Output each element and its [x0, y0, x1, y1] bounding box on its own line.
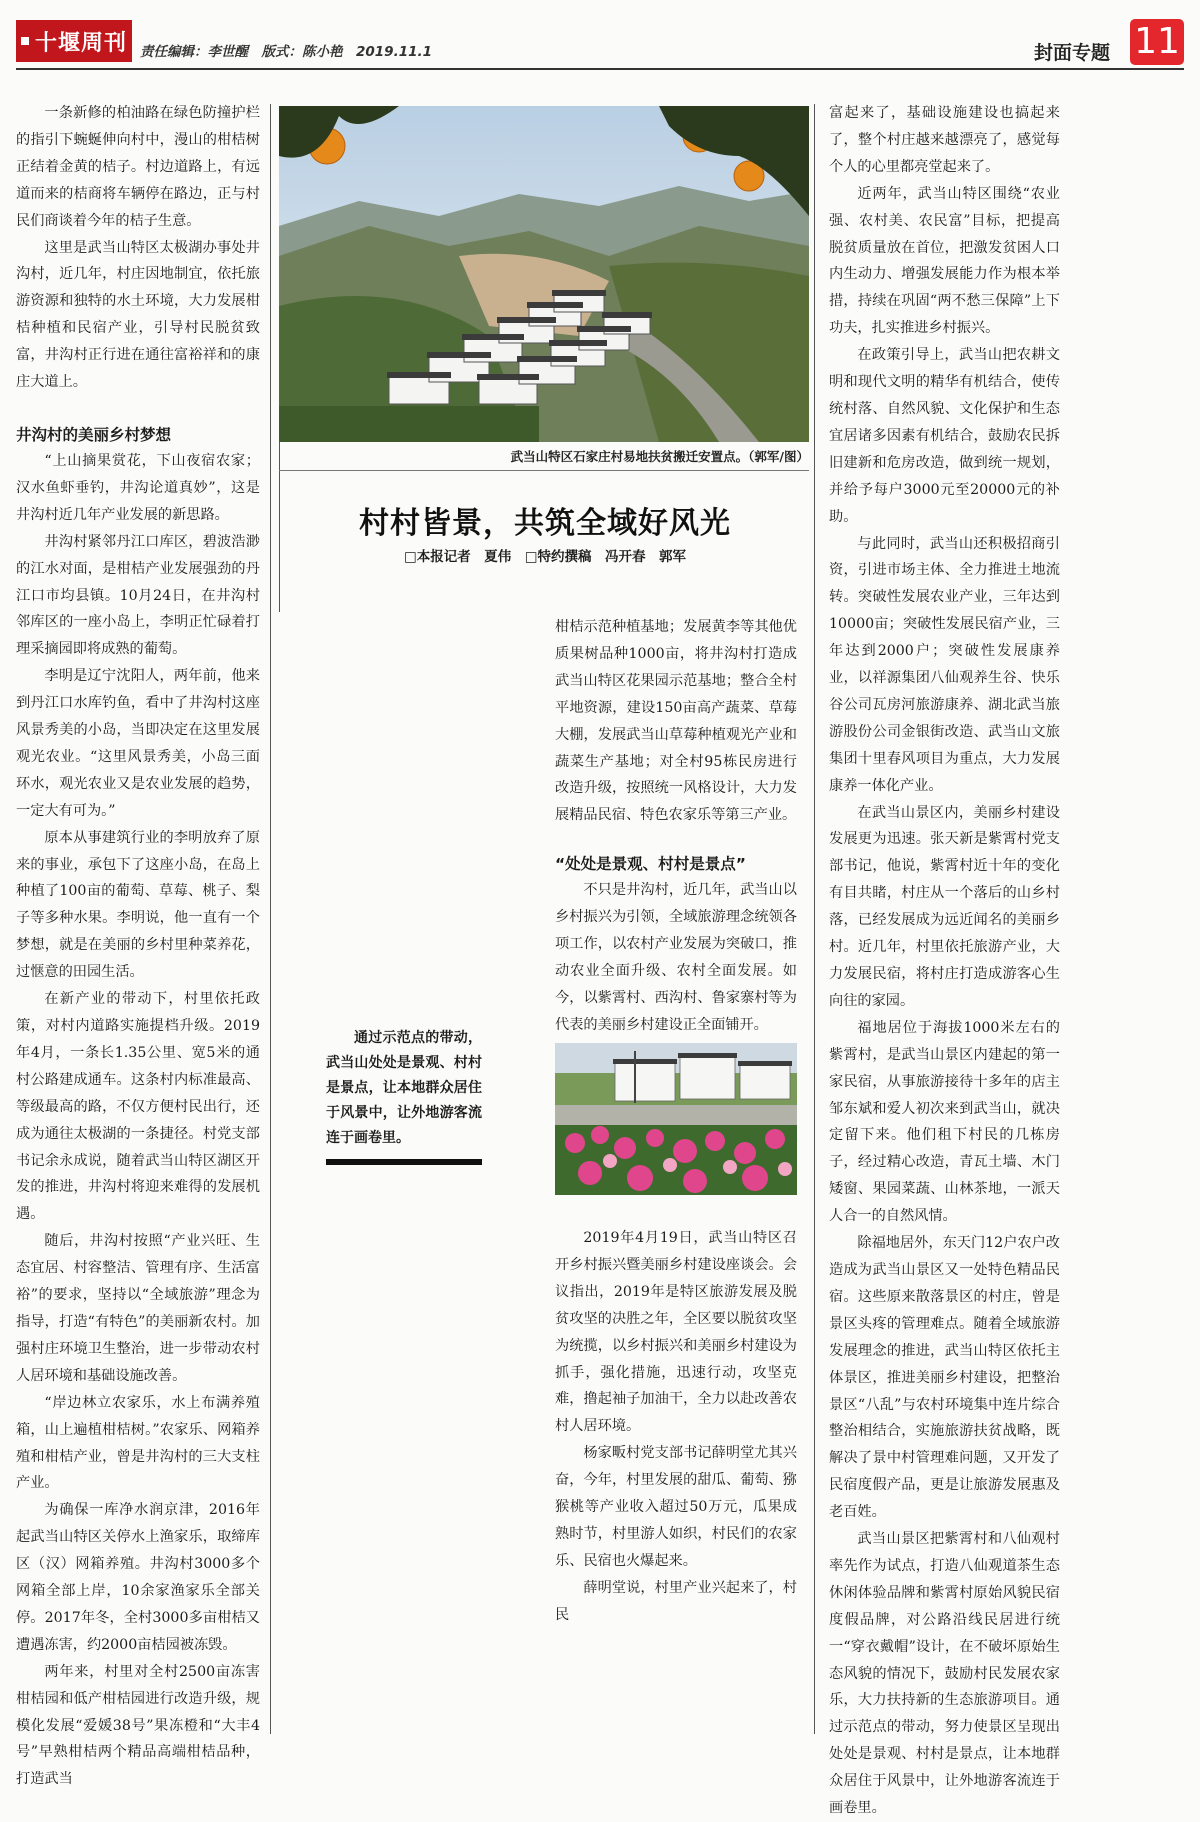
subhead: “处处是景观、村村是景点”	[555, 855, 746, 874]
paragraph: 原本从事建筑行业的李明放弃了原来的事业，承包下了这座小岛，在岛上种植了100亩的葡萄、草莓、桃子、梨子等多种水果。李明说，他一直有一个梦想，就是在美丽的乡村里种菜养花，过惬意的田园生活。	[16, 829, 260, 981]
paragraph: 在政策引导上，武当山把农耕文明和现代文明的精华有机结合，使传统村落、自然风貌、文化保护和生态宜居诸多因素有机结合，鼓励农民拆旧建新和危房改造，做到统一规划，并给予每户3000元至20000元的补助。	[829, 347, 1060, 525]
paragraph: 与此同时，武当山还积极招商引资，引进市场主体、全力推进土地流转。突破性发展农业产业，三年达到10000亩；突破性发展民宿产业，三年达到2000户；突破性发展康养业，以祥源集团八仙观养生谷、快乐谷公司瓦房河旅游康养、湖北武当旅游股份公司金银街改造、武当山文旅集团十里春风项目为重点，大力发展康养一体化产业。	[829, 535, 1060, 794]
pull-quote-text: 通过示范点的带动，武当山处处是景观、村村是景点，让本地群众居住于风景中，让外地游客流连于画卷里。	[326, 1030, 482, 1146]
column-2-bottom	[555, 1225, 797, 1629]
header-rule	[16, 68, 1184, 70]
paragraph: 杨家畈村党支部书记薛明堂尤其兴奋，今年，村里发展的甜瓜、葡萄、猕猴桃等产业收入超过50万元，瓜果成熟时节，村里游人如织，村民们的农家乐、民宿也火爆起来。	[555, 1445, 797, 1569]
logo-square-icon	[21, 37, 29, 45]
paragraph: 柑桔示范种植基地；发展黄李等其他优质果树品种1000亩，将井沟村打造成武当山特区花果园示范基地；整合全村平地资源，建设150亩高产蔬菜、草莓大棚，发展武当山草莓种植观光产业和蔬菜生产基地；对全村95栋民房进行改造升级，按照统一风格设计，大力发展精品民宿、特色农家乐等第三产业。	[555, 619, 797, 824]
section-title: 封面专题	[1033, 42, 1110, 64]
paragraph: 为确保一库净水润京津，2016年起武当山特区关停水上渔家乐，取缔库区（汉）网箱养殖。井沟村3000多个网箱全部上岸，10余家渔家乐全部关停。2017年冬，全村3000多亩柑桔又遭遇冻害，约2000亩桔园被冻毁。	[16, 1502, 260, 1653]
paragraph: 随后，井沟村按照“产业兴旺、生态宜居、村容整洁、管理有序、生活富裕”的要求，坚持以“全域旅游”理念为指导，打造“有特色”的美丽新农村。加强村庄环境卫生整治，进一步带动农村人居环境和基础设施改善。	[16, 1233, 260, 1384]
paragraph: 在新产业的带动下，村里依托政策，对村内道路实施提档升级。2019年4月，一条长1.35公里、宽5米的通村公路建成通车。这条村内标准最高、等级最高的路，不仅方便村民出行，还成为通往太极湖的一条捷径。村党支部书记余永成说，随着武当山特区湖区开发的推进，井沟村将迎来难得的发展机遇。	[16, 991, 260, 1223]
column-divider	[814, 104, 815, 1734]
photo-caption: 武当山特区石家庄村易地扶贫搬迁安置点。（郭军/图）	[510, 449, 809, 464]
paragraph: “上山摘果赏花，下山夜宿农家；汉水鱼虾垂钓，井沟论道真妙”，这是井沟村近几年产业发展的新思路。	[16, 452, 260, 523]
pull-quote	[326, 1026, 482, 1165]
paragraph: 除福地居外，东天门12户农户改造成为武当山景区又一处特色精品民宿。这些原来散落景区的村庄，曾是景区头疼的管理难点。随着全域旅游发展理念的推进，武当山特区依托主体景区，推进美丽乡村建设，把整治景区“八乱”与农村环境集中连片综合整治相结合，实施旅游扶贫战略，既解决了景中村管理难问题，又开发了民宿度假产品，更是让旅游发展惠及老百姓。	[829, 1235, 1060, 1521]
paragraph: 武当山景区把紫霄村和八仙观村率先作为试点，打造八仙观道茶生态休闲体验品牌和紫霄村原始风貌民宿度假品牌，对公路沿线民居进行统一“穿衣戴帽”设计，在不破坏原始生态风貌的情况下，鼓励村民发展农家乐，大力扶持新的生态旅游项目。通过示范点的带动，努力使景区呈现出处处是景观、村村是景点，让本地群众居住于风景中，让外地游客流连于画卷里。	[829, 1531, 1060, 1817]
paragraph: 福地居位于海拔1000米左右的紫霄村，是武当山景区内建起的第一家民宿，从事旅游接待十多年的店主邹东斌和爱人初次来到武当山，就决定留下来。他们租下村民的几栋房子，经过精心改造，青瓦土墙、木门矮窗、果园菜蔬、山林茶地，一派天人合一的自然风情。	[829, 1019, 1060, 1225]
flower-photo	[555, 1043, 797, 1195]
paragraph: 井沟村紧邻丹江口库区，碧波浩渺的江水对面，是柑桔产业发展强劲的丹江口市均县镇。10月24日，在井沟村邻库区的一座小岛上，李明正忙碌着打理采摘园即将成熟的葡萄。	[16, 533, 260, 658]
column-3	[829, 100, 1060, 1822]
column-divider	[279, 442, 280, 612]
paragraph: 薛明堂说，村里产业兴起来了，村民	[555, 1579, 797, 1623]
page-number: 11	[1130, 19, 1184, 65]
paragraph: 在武当山景区内，美丽乡村建设发展更为迅速。张天新是紫霄村党支部书记，他说，紫霄村近十年的变化有目共睹，村庄从一个落后的山乡村落，已经发展成为远近闻名的美丽乡村。近几年，村里依托旅游产业，大力发展民宿，将村庄打造成游客心生向往的家园。	[829, 804, 1060, 1009]
main-photo	[279, 106, 809, 442]
paragraph: 两年来，村里对全村2500亩冻害柑桔园和低产柑桔园进行改造升级，规模化发展“爱媛38号”果冻橙和“大丰4号”早熟柑桔两个精品高端柑桔品种，打造武当	[16, 1663, 260, 1788]
column-divider	[270, 104, 271, 1734]
editor-info: 责任编辑：李世醒 版式：陈小艳 2019.11.1	[140, 44, 433, 60]
paragraph: 不只是井沟村，近几年，武当山以乡村振兴为引领，全域旅游理念统领各项工作，以农村产业发展为突破口，推动农业全面升级、农村全面发展。如今，以紫霄村、西沟村、鲁家寨村等为代表的美丽乡村建设正全面铺开。	[555, 882, 797, 1033]
subhead: 井沟村的美丽乡村梦想	[16, 425, 172, 444]
caption-rule	[279, 470, 809, 471]
paragraph: 2019年4月19日，武当山特区召开乡村振兴暨美丽乡村建设座谈会。会议指出，2019年是特区旅游发展及脱贫攻坚的决胜之年，全区要以脱贫攻坚为统揽，以乡村振兴和美丽乡村建设为抓手，强化措施，迅速行动，攻坚克难，撸起袖子加油干，全力以赴改善农村人居环境。	[555, 1230, 797, 1435]
logo-text: 十堰周刊	[34, 30, 127, 56]
paragraph: 近两年，武当山特区围绕“农业强、农村美、农民富”目标，把提高脱贫质量放在首位，把激发贫困人口内生动力、增强发展能力作为根本举措，持续在巩固“两不愁三保障”上下功夫，扎实推进乡村振兴。	[829, 185, 1060, 337]
paragraph: 这里是武当山特区太极湖办事处井沟村，近几年，村庄因地制宜，依托旅游资源和独特的水土环境，大力发展柑桔种植和民宿产业，引导村民脱贫致富，井沟村正行进在通往富裕祥和的康庄大道上。	[16, 239, 260, 391]
column-1	[16, 100, 260, 1793]
masthead-logo	[16, 20, 132, 62]
paragraph: 李明是辽宁沈阳人，两年前，他来到丹江口水库钓鱼，看中了井沟村这座风景秀美的小岛，当即决定在这里发展观光农业。“这里风景秀美，小岛三面环水，观光农业又是农业发展的趋势，一定大有可为。”	[16, 668, 260, 819]
byline: □本报记者 夏伟 □特约撰稿 冯开春 郭军	[403, 549, 686, 565]
column-2-top	[555, 614, 797, 1039]
paragraph: 富起来了，基础设施建设也搞起来了，整个村庄越来越漂亮了，感觉每个人的心里都亮堂起来了。	[829, 105, 1060, 175]
paragraph: 一条新修的柏油路在绿色防撞护栏的指引下蜿蜒伸向村中，漫山的柑桔树正结着金黄的桔子。村边道路上，有远道而来的桔商将车辆停在路边，正与村民们商谈着今年的桔子生意。	[16, 105, 260, 229]
paragraph: “岸边林立农家乐，水上布满养殖箱，山上遍植柑桔树。”农家乐、网箱养殖和柑桔产业，曾是井沟村的三大支柱产业。	[16, 1394, 260, 1492]
headline: 村村皆景，共筑全域好风光	[359, 506, 731, 541]
